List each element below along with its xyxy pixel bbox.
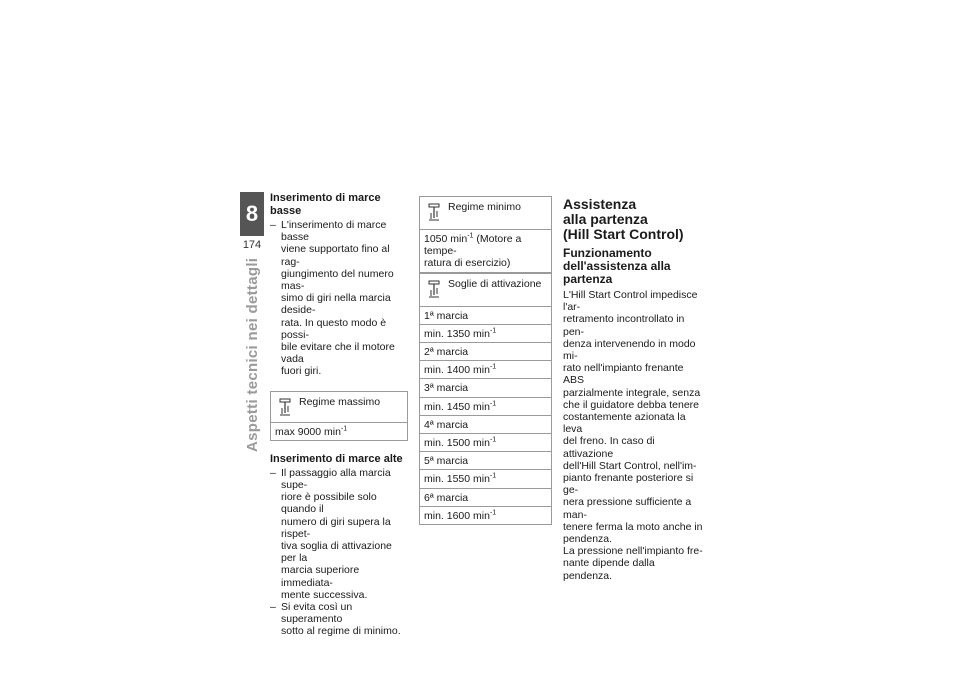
- text-line: sotto al regime di minimo.: [281, 625, 401, 638]
- text-line: Il passaggio alla marcia supe-: [281, 466, 391, 492]
- text-line: (Hill Start Control): [563, 226, 684, 242]
- spec-box-title: Soglie di attivazione: [448, 277, 542, 290]
- spec-value-note: (Motore a tempe-: [424, 233, 522, 258]
- column-left: [270, 192, 408, 638]
- heading-upshift: Inserimento di marce alte: [270, 452, 403, 465]
- spec-box-header: [271, 392, 407, 422]
- paragraph: [563, 545, 703, 582]
- text-line: La pressione nell'impianto fre-: [563, 545, 703, 558]
- text-line: del freno. In caso di attivazione: [563, 435, 655, 460]
- spec-box-header: [420, 273, 551, 306]
- text-line: parzialmente integrale, senza: [563, 386, 701, 399]
- gear-threshold-value: min. 1550 $\min^{-1}$: [420, 469, 551, 487]
- gear-label: 2ª marcia: [420, 342, 551, 360]
- gear-label: 5ª marcia: [420, 451, 551, 469]
- spec-box-title: Regime massimo: [299, 395, 381, 408]
- text-line: partenza: [563, 272, 613, 286]
- text-line: rata. In questo modo è possi-: [281, 316, 387, 341]
- text-line: simo di giri nella marcia deside-: [281, 292, 391, 317]
- wrench-spec-icon: [427, 203, 441, 221]
- gear-label: 3ª marcia: [420, 378, 551, 396]
- dash-bullet: –: [270, 219, 276, 231]
- column-middle: [419, 196, 552, 525]
- text-line: marcia superiore immediata-: [281, 564, 360, 589]
- spec-value-text: 1050 min: [424, 233, 468, 245]
- paragraph: [563, 289, 703, 545]
- text-line: Si evita così un superamento: [281, 601, 353, 626]
- text-line: costantemente azionata la leva: [563, 411, 686, 436]
- gear-label: 4ª marcia: [420, 415, 551, 433]
- spec-box-title: Regime minimo: [448, 201, 521, 213]
- list-item: [270, 601, 408, 638]
- wrench-spec-icon: [278, 398, 292, 416]
- text-line: L'Hill Start Control impedisce l'ar-: [563, 289, 698, 314]
- spec-box-value: [420, 229, 551, 272]
- gear-threshold-value: min. 1400 $\min^{-1}$: [420, 360, 551, 378]
- text-line: che il guidatore debba tenere: [563, 398, 700, 411]
- gear-threshold-value: min. 1500 $\min^{-1}$: [420, 433, 551, 451]
- text-line: alla partenza: [563, 211, 648, 227]
- gear-threshold-value: min. 1600 $\min^{-1}$: [420, 506, 551, 524]
- text-line: L'inserimento di marce basse: [281, 219, 387, 244]
- text-line: viene supportato fino al rag-: [281, 243, 390, 268]
- list-item: [270, 467, 408, 601]
- gear-label: 6ª marcia: [420, 488, 551, 506]
- text-line: pianto frenante posteriore si ge-: [563, 472, 694, 497]
- text-line: nera pressione sufficiente a man-: [563, 496, 692, 521]
- spec-value-exponent: -1: [340, 425, 348, 433]
- spec-box-idle: [419, 196, 552, 273]
- text-line: giungimento del numero mas-: [281, 267, 394, 293]
- spec-box-value: [271, 422, 407, 440]
- section-title: [563, 197, 703, 242]
- text-line: denza intervenendo in modo mi-: [563, 337, 696, 363]
- spec-value-note: ratura di esercizio): [424, 257, 511, 270]
- chapter-title: Aspetti tecnici nei dettagli: [244, 257, 261, 452]
- text-line: riore è possibile solo quando il: [281, 491, 377, 516]
- column-right: [563, 197, 703, 582]
- heading-downshift: Inserimento di marce basse: [270, 192, 381, 217]
- text-line: fuori giri.: [281, 365, 322, 378]
- text-line: rato nell'impianto frenante ABS: [563, 362, 684, 387]
- text-line: mente successiva.: [281, 588, 368, 601]
- text-line: bile evitare che il motore vada: [281, 341, 395, 366]
- gear-label: 1ª marcia: [420, 306, 551, 324]
- spec-box-max-rpm: [270, 391, 408, 441]
- spec-box-thresholds: [419, 273, 552, 525]
- text-line: nante dipende dalla pendenza.: [563, 557, 655, 582]
- threshold-table: [420, 306, 551, 524]
- text-line: Funzionamento: [563, 246, 652, 260]
- gear-threshold-value: min. 1350 $\min^{-1}$: [420, 324, 551, 342]
- dash-bullet: –: [270, 601, 276, 614]
- spec-value-exponent: -1: [467, 232, 474, 240]
- wrench-spec-icon: [427, 280, 441, 298]
- section-subtitle: [563, 247, 703, 286]
- text-line: Assistenza: [563, 196, 637, 212]
- text-line: tiva soglia di attivazione per la: [281, 540, 392, 565]
- spec-box-header: [420, 197, 551, 229]
- dash-bullet: –: [270, 466, 276, 479]
- text-line: dell'Hill Start Control, nell'im-: [563, 459, 697, 472]
- spec-value-text: max 9000 min: [275, 425, 341, 438]
- list-item: [270, 219, 408, 378]
- text-line: tenere ferma la moto anche in: [563, 520, 703, 533]
- text-line: dell'assistenza alla: [563, 259, 671, 273]
- page-number: 174: [242, 239, 262, 251]
- gear-threshold-value: min. 1450 $\min^{-1}$: [420, 397, 551, 415]
- text-line: pendenza.: [563, 533, 613, 546]
- text-line: retramento incontrollato in pen-: [563, 313, 685, 338]
- text-line: numero di giri supera la rispet-: [281, 515, 391, 540]
- chapter-number-tab: 8: [240, 192, 264, 236]
